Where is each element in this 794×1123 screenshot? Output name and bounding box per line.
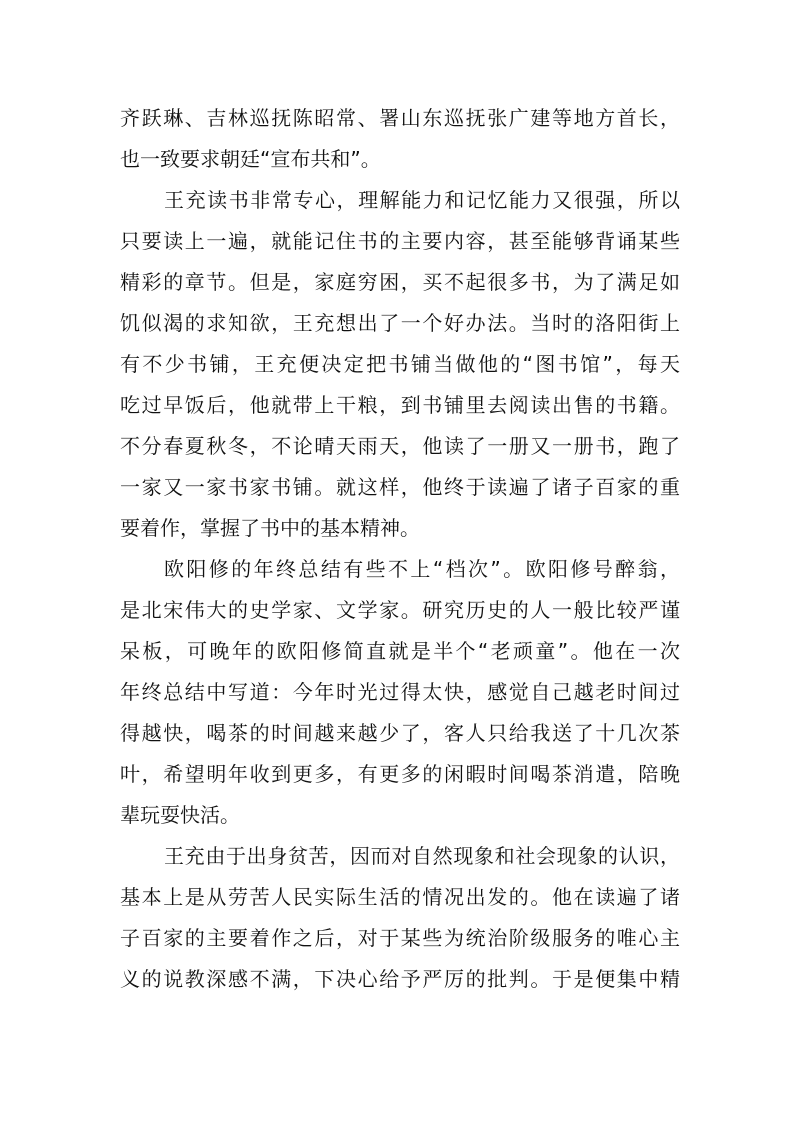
- text-line: 不分春夏秋冬，不论晴天雨天，他读了一册又一册书，跑了: [120, 434, 680, 458]
- text-line: 叶，希望明年收到更多，有更多的闲暇时间喝茶消遣，陪晚: [120, 762, 680, 786]
- text-line: 也一致要求朝廷“宣布共和”。: [120, 147, 381, 171]
- text-line: 欧阳修的年终总结有些不上“档次”。欧阳修号醉翁，: [164, 557, 680, 581]
- text-line: 年终总结中写道：今年时光过得太快，感觉自己越老时间过: [120, 680, 680, 704]
- document-body: [120, 98, 680, 1000]
- text-line: 要着作，掌握了书中的基本精神。: [120, 516, 420, 540]
- text-line: 王充由于出身贫苦，因而对自然现象和社会现象的认识，: [164, 844, 680, 868]
- text-line: 呆板，可晚年的欧阳修简直就是半个“老顽童”。他在一次: [120, 639, 680, 663]
- text-line: 辈玩耍快活。: [120, 803, 240, 827]
- text-line: 义的说教深感不满，下决心给予严厉的批判。于是便集中精: [120, 967, 680, 991]
- text-line: 得越快，喝茶的时间越来越少了，客人只给我送了十几次茶: [120, 721, 680, 745]
- text-line: 只要读上一遍，就能记住书的主要内容，甚至能够背诵某些: [120, 229, 680, 253]
- text-line: 吃过早饭后，他就带上干粮，到书铺里去阅读出售的书籍。: [120, 393, 680, 417]
- text-line: 精彩的章节。但是，家庭穷困，买不起很多书，为了满足如: [120, 270, 680, 294]
- text-line: 齐跃琳、吉林巡抚陈昭常、署山东巡抚张广建等地方首长，: [120, 106, 680, 130]
- text-line: 饥似渴的求知欲，王充想出了一个好办法。当时的洛阳街上: [120, 311, 680, 335]
- text-line: 有不少书铺，王充便决定把书铺当做他的“图书馆”，每天: [120, 352, 680, 376]
- text-line: 基本上是从劳苦人民实际生活的情况出发的。他在读遍了诸: [120, 885, 680, 909]
- text-line: 子百家的主要着作之后，对于某些为统治阶级服务的唯心主: [120, 926, 680, 950]
- text-line: 一家又一家书家书铺。就这样，他终于读遍了诸子百家的重: [120, 475, 680, 499]
- text-line: 王充读书非常专心，理解能力和记忆能力又很强，所以: [164, 188, 680, 212]
- text-line: 是北宋伟大的史学家、文学家。研究历史的人一般比较严谨: [120, 598, 680, 622]
